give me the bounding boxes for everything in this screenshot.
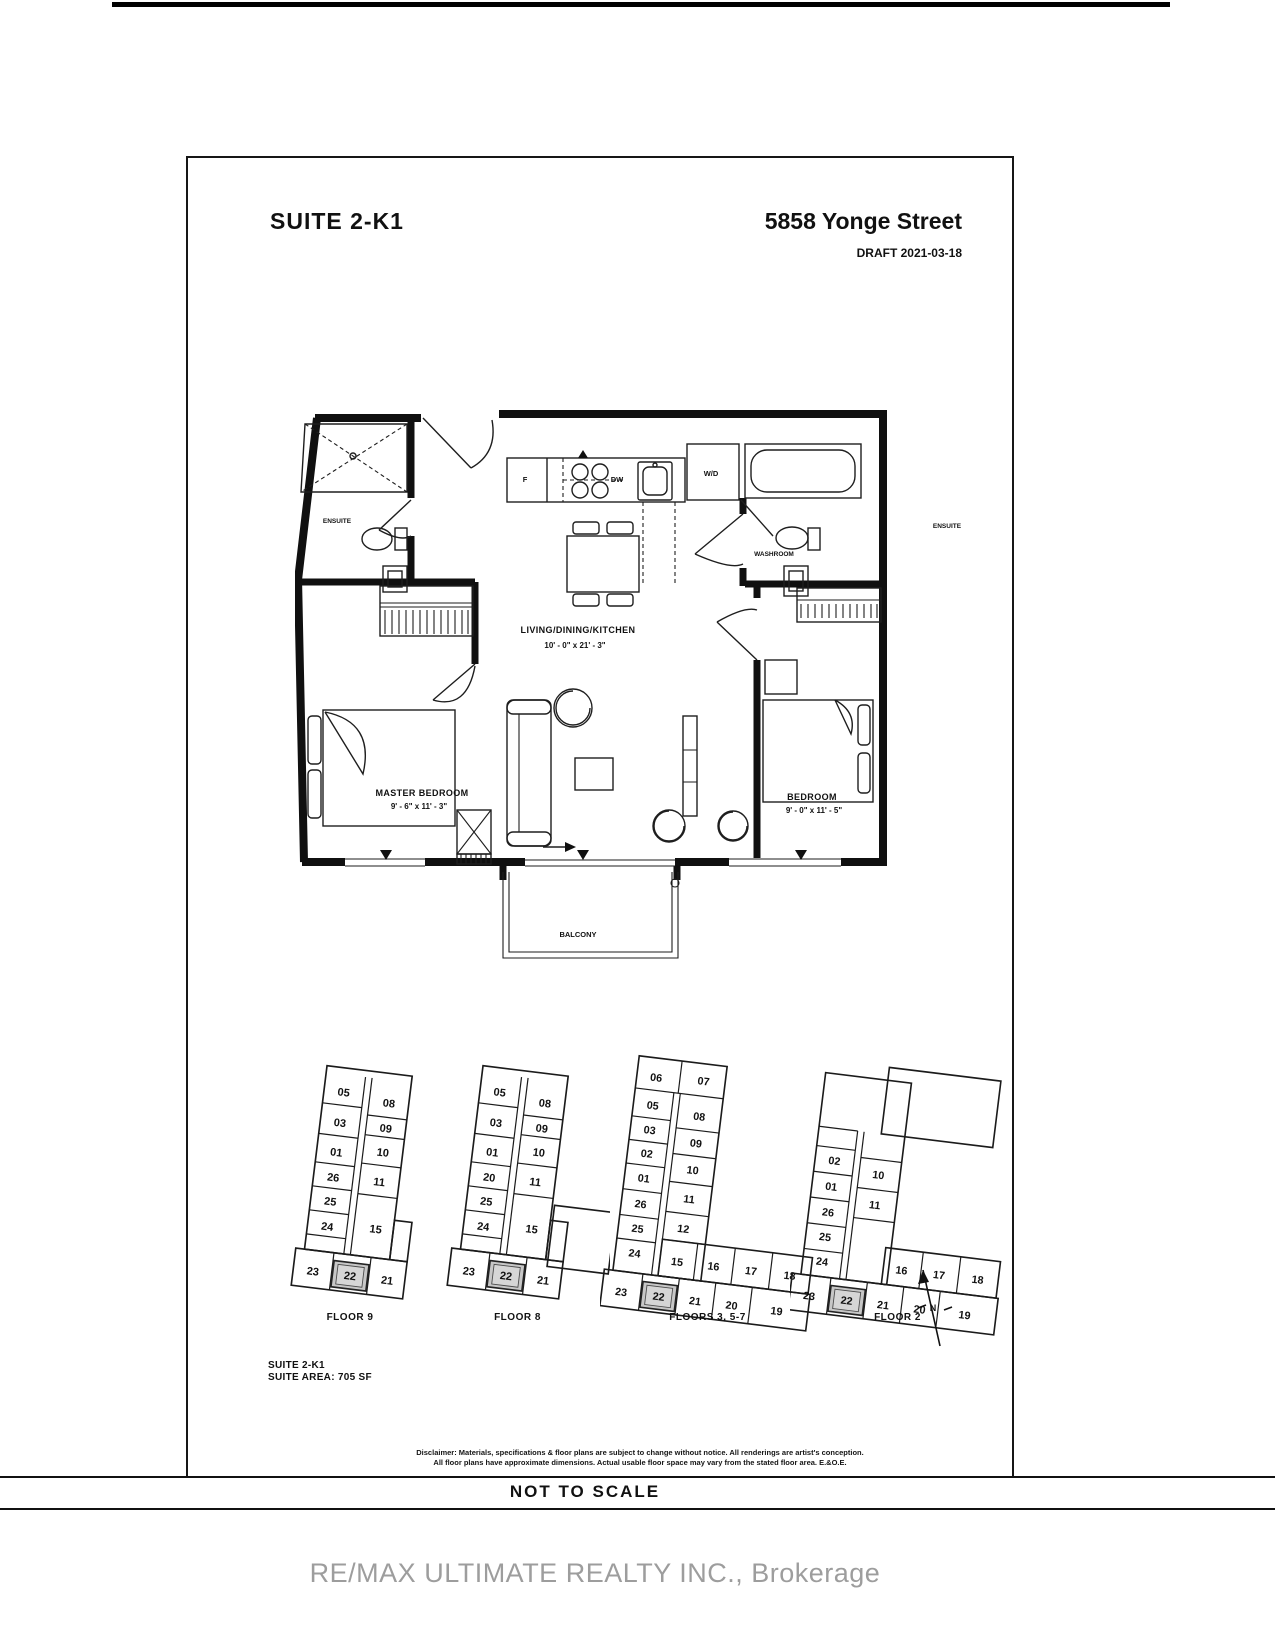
keyplan-unit-21: 21 <box>876 1299 890 1313</box>
keyplan-unit-26: 26 <box>821 1206 835 1220</box>
address-title: 5858 Yonge Street <box>764 208 962 234</box>
bedroom-dims: 9' - 0" x 11' - 5" <box>785 806 843 815</box>
keyplan-unit-03: 03 <box>489 1116 503 1131</box>
bedroom-bed-icon <box>763 660 873 802</box>
keyplan-unit-25: 25 <box>479 1195 494 1209</box>
suite-info-area: SUITE AREA: 705 SF <box>268 1372 372 1383</box>
keyplan-unit-01: 01 <box>824 1180 838 1194</box>
keyplan-unit-08: 08 <box>538 1097 552 1111</box>
keyplan-unit-15: 15 <box>670 1255 684 1270</box>
kitchen-counter <box>507 450 685 502</box>
keyplan-unit-08: 08 <box>382 1097 396 1111</box>
north-label: N <box>929 1303 937 1313</box>
keyplan-unit-17: 17 <box>744 1264 758 1279</box>
keyplan-unit-22: 22 <box>651 1290 666 1304</box>
doors <box>379 418 757 702</box>
keyplan-unit-21: 21 <box>380 1274 394 1288</box>
keyplan-unit-05: 05 <box>492 1086 507 1100</box>
balcony-rail <box>503 872 678 958</box>
keyplan-unit-24: 24 <box>476 1220 490 1234</box>
living-dims: 10' - 0" x 21' - 3" <box>544 641 606 650</box>
keyplan-unit-15: 15 <box>524 1223 539 1237</box>
keyplan-unit-03: 03 <box>333 1116 347 1131</box>
keyplan-unit-20: 20 <box>724 1299 739 1313</box>
keyplan-label-floor-2: FLOOR 2 <box>874 1312 921 1323</box>
keyplan-unit-16: 16 <box>894 1264 909 1278</box>
scale-strip-top-line <box>0 1476 1275 1478</box>
shaft <box>457 810 491 864</box>
keyplan-unit-12: 12 <box>676 1222 690 1237</box>
living-label: LIVING/DINING/KITCHEN <box>520 625 636 635</box>
keyplan-unit-24: 24 <box>815 1255 829 1270</box>
keyplan-unit-18: 18 <box>970 1273 985 1288</box>
plan-labels <box>323 469 962 939</box>
suite-info-name: SUITE 2-K1 <box>268 1360 325 1371</box>
scale-strip-bottom-line <box>0 1508 1275 1510</box>
floorplan-drawing <box>295 410 975 970</box>
ensuite-label: ENSUITE <box>322 518 352 525</box>
suite-title: SUITE 2-K1 <box>270 208 404 234</box>
keyplan-unit-22: 22 <box>839 1294 854 1308</box>
suite-info <box>268 1360 372 1384</box>
keyplan-unit-09: 09 <box>534 1122 549 1136</box>
disclaimer <box>300 1448 980 1468</box>
keyplan-floors-3-5-7 <box>600 1038 815 1338</box>
keyplan-label-floor-9: FLOOR 9 <box>326 1312 374 1323</box>
keyplan-unit-02: 02 <box>827 1154 842 1169</box>
keyplan-unit-17: 17 <box>932 1268 946 1283</box>
master-label: MASTER BEDROOM <box>375 788 469 798</box>
ensuite-right-label: ENSUITE <box>932 523 962 530</box>
keyplan-unit-25: 25 <box>818 1230 832 1245</box>
armchair-icons <box>554 689 748 842</box>
balcony-label: BALCONY <box>559 930 597 939</box>
keyplan-unit-24: 24 <box>320 1220 334 1234</box>
draft-date: DRAFT 2021-03-18 <box>856 246 962 260</box>
keyplan-unit-23: 23 <box>461 1265 476 1279</box>
keyplan-unit-05: 05 <box>336 1086 351 1100</box>
north-arrow <box>900 1258 970 1358</box>
disclaimer-line-1: Disclaimer: Materials, specifications & floor plans are subject to change without notice. All renderings are artist's conception. <box>416 1448 864 1457</box>
master-closet <box>380 586 473 636</box>
dining-table-icon <box>567 522 639 606</box>
disclaimer-line-2: All floor plans have approximate dimensions. Actual usable floor space may vary from the stated floor area. E.&O.E. <box>433 1458 847 1467</box>
coffee-table-icon <box>575 758 613 790</box>
keyplan-unit-09: 09 <box>378 1122 393 1136</box>
keyplan-unit-23: 23 <box>802 1289 816 1304</box>
keyplan-unit-01: 01 <box>485 1146 500 1160</box>
keyplan-floor-8 <box>425 1038 610 1338</box>
sofa-icon <box>507 700 551 846</box>
keyplan-unit-01: 01 <box>329 1146 344 1160</box>
keyplan-unit-10: 10 <box>531 1146 546 1160</box>
keyplan-unit-21: 21 <box>536 1274 550 1288</box>
tv-bench-icon <box>683 716 697 816</box>
keyplan-unit-10: 10 <box>375 1146 390 1160</box>
bedroom-label: BEDROOM <box>787 792 837 802</box>
master-dims: 9' - 6" x 11' - 3" <box>390 802 448 811</box>
scan-artifact-bar <box>112 2 1170 7</box>
keyplan-unit-18: 18 <box>782 1269 797 1284</box>
keyplan-unit-24: 24 <box>627 1247 642 1261</box>
washroom-label: WASHROOM <box>754 551 794 558</box>
keyplan-unit-11: 11 <box>868 1199 882 1213</box>
keyplan-unit-10: 10 <box>685 1164 700 1178</box>
keyplan-unit-10: 10 <box>871 1168 886 1183</box>
bedroom-closet <box>797 588 881 622</box>
keyplan-unit-11: 11 <box>682 1193 696 1207</box>
keyplan-unit-26: 26 <box>326 1171 340 1185</box>
keyplan-unit-11: 11 <box>372 1176 386 1190</box>
keyplan-unit-22: 22 <box>499 1269 513 1284</box>
keyplan-unit-09: 09 <box>689 1137 703 1151</box>
fridge-label: F <box>522 475 528 484</box>
keyplan-unit-19: 19 <box>769 1305 784 1319</box>
keyplan-unit-05: 05 <box>645 1099 660 1113</box>
keyplan-unit-23: 23 <box>305 1265 320 1279</box>
keyplan-unit-20: 20 <box>912 1303 927 1317</box>
keyplan-unit-25: 25 <box>630 1222 645 1237</box>
keyplan-unit-01: 01 <box>637 1172 651 1186</box>
bulkhead-lines <box>643 502 675 586</box>
bathtub-icon <box>745 444 861 498</box>
keyplan-floor-9 <box>265 1038 435 1338</box>
keyplan-unit-02: 02 <box>640 1147 654 1162</box>
keyplan-unit-22: 22 <box>343 1269 357 1284</box>
keyplan-unit-23: 23 <box>614 1285 628 1300</box>
keyplan-unit-15: 15 <box>368 1223 383 1237</box>
keyplan-unit-03: 03 <box>642 1124 657 1138</box>
dishwasher-label: DW <box>610 475 624 484</box>
keyplan-unit-08: 08 <box>692 1110 706 1124</box>
keyplan-unit-07: 07 <box>696 1075 711 1089</box>
windows <box>345 842 841 887</box>
keyplan-unit-11: 11 <box>528 1176 542 1190</box>
keyplan-unit-06: 06 <box>649 1071 663 1085</box>
keyplan-unit-26: 26 <box>633 1198 648 1212</box>
keyplan-unit-25: 25 <box>323 1195 338 1209</box>
keyplan-unit-19: 19 <box>957 1309 972 1323</box>
not-to-scale-label: NOT TO SCALE <box>509 1482 661 1501</box>
keyplan-unit-16: 16 <box>706 1260 721 1274</box>
washer-dryer-label: W/D <box>703 469 719 478</box>
keyplan-label-floor-8: FLOOR 8 <box>494 1312 541 1323</box>
brokerage-watermark: RE/MAX ULTIMATE REALTY INC., Brokerage <box>309 1558 881 1588</box>
keyplan-unit-20: 20 <box>482 1171 496 1185</box>
keyplan-label-floors-3-5-7: FLOORS 3, 5-7 <box>669 1312 746 1323</box>
keyplan-floor-2 <box>790 1038 1005 1338</box>
keyplan-unit-21: 21 <box>688 1295 702 1309</box>
